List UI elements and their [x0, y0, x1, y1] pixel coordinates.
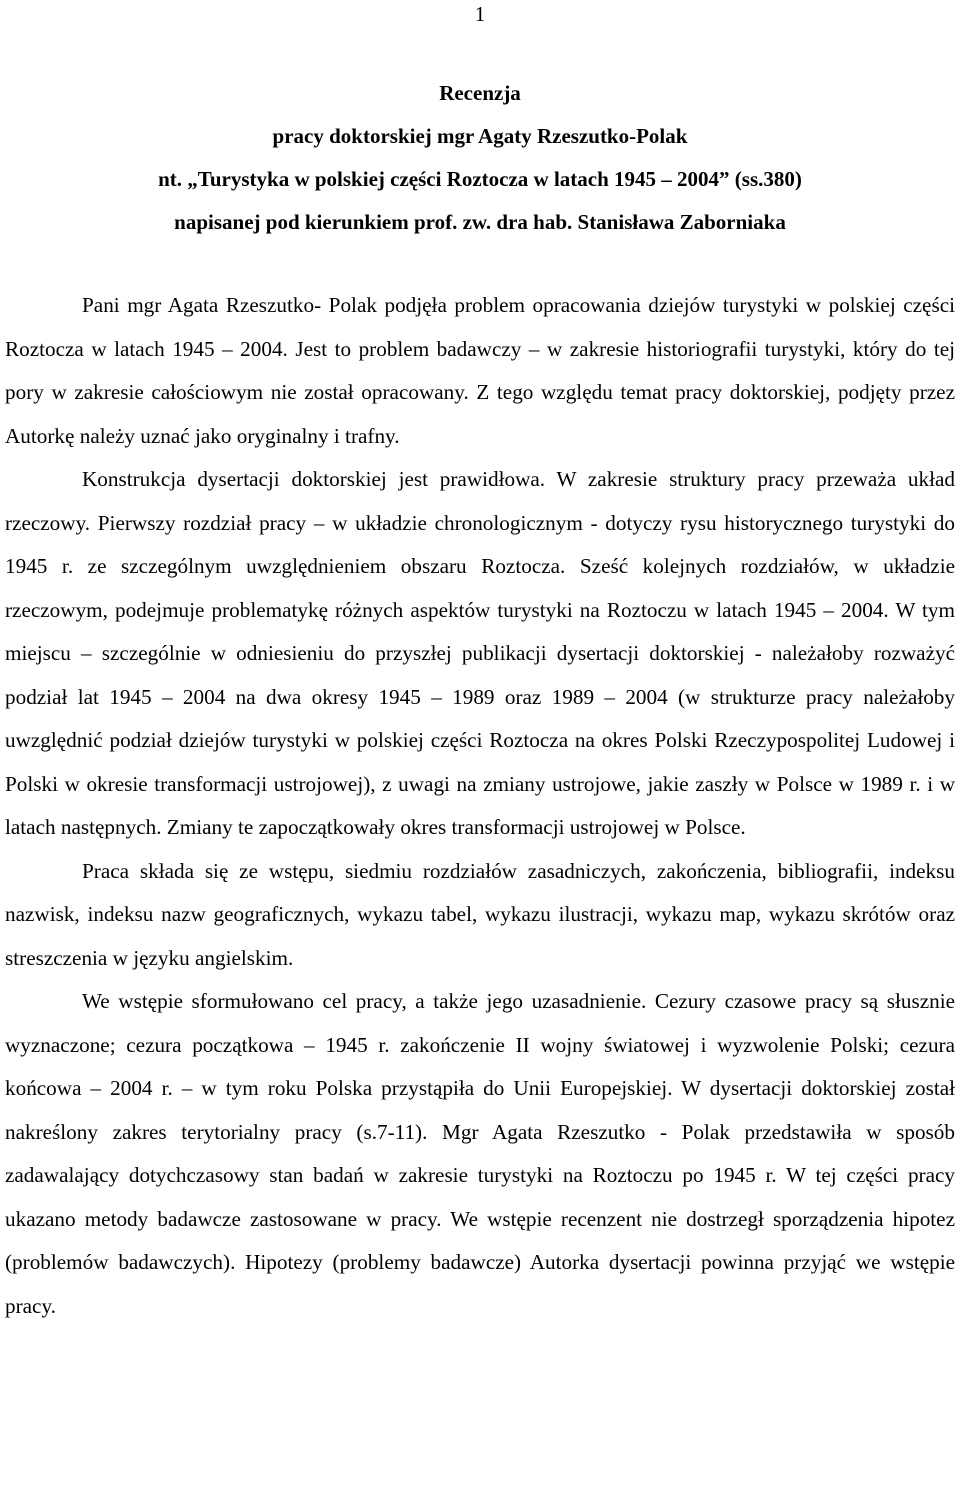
- paragraph-composition: Praca składa się ze wstępu, siedmiu rozdziałów zasadniczych, zakończenia, bibliografii, indeksu nazwisk, indeksu nazw geograficznych, wykazu tabel, wykazu ilustracji, wykazu map, wykazu skrótów oraz streszczenia w języku angielskim.: [5, 858, 955, 970]
- review-body: [5, 284, 955, 1328]
- heading-topic: nt. „Turystyka w polskiej części Roztocza w latach 1945 – 2004” (ss.380): [158, 167, 802, 191]
- review-heading: [0, 72, 960, 244]
- heading-supervisor: napisanej pod kierunkiem prof. zw. dra hab. Stanisława Zaborniaka: [174, 210, 786, 234]
- page-number: 1: [474, 2, 486, 26]
- paragraph-introduction: Pani mgr Agata Rzeszutko- Polak podjęła problem opracowania dziejów turystyki w polskiej części Roztocza w latach 1945 – 2004. Jest to problem badawczy – w zakresie historiografii turystyki, który do tej pory w zakresie całościowym nie został opracowany. Z tego względu temat pracy doktorskiej, podjęty przez Autorkę należy uznać jako oryginalny i trafny.: [5, 293, 955, 448]
- paragraph-preface: We wstępie sformułowano cel pracy, a także jego uzasadnienie. Cezury czasowe pracy są słusznie wyznaczone; cezura początkowa – 1945 r. zakończenie II wojny światowej i wyzwolenie Polski; cezura końcowa – 2004 r. – w tym roku Polska przystąpiła do Unii Europejskiej. W dysertacji doktorskiej został nakreślony zakres terytorialny pracy (s.7-11). Mgr Agata Rzeszutko - Polak przedstawiła w sposób zadawalający dotychczasowy stan badań w zakresie turystyki na Roztoczu po 1945 r. W tej części pracy ukazano metody badawcze zastosowane w pracy. We wstępie recenzent nie dostrzegł sporządzenia hipotez (problemów badawczych). Hipotezy (problemy badawcze) Autorka dysertacji powinna przyjąć we wstępie pracy.: [5, 989, 955, 1318]
- heading-title: Recenzja: [439, 81, 521, 105]
- paragraph-structure: Konstrukcja dysertacji doktorskiej jest prawidłowa. W zakresie struktury pracy przeważa układ rzeczowy. Pierwszy rozdział pracy – w układzie chronologicznym - dotyczy rysu historycznego turystyki do 1945 r. ze szczególnym uwzględnieniem obszaru Roztocza. Sześć kolejnych rozdziałów, w układzie rzeczowym, podejmuje problematykę różnych aspektów turystyki na Roztoczu w latach 1945 – 2004. W tym miejscu – szczególnie w odniesieniu do przyszłej publikacji dysertacji doktorskiej - należałoby rozważyć podział lat 1945 – 2004 na dwa okresy 1945 – 1989 oraz 1989 – 2004 (w strukturze pracy należałoby uwzględnić podział dziejów turystyki w polskiej części Roztocza na okres Polski Rzeczypospolitej Ludowej i Polski w okresie transformacji ustrojowej), z uwagi na zmiany ustrojowe, jakie zaszły w Polsce w 1989 r. i w latach następnych. Zmiany te zapoczątkowały okres transformacji ustrojowej w Polsce.: [5, 467, 955, 839]
- heading-subject: pracy doktorskiej mgr Agaty Rzeszutko-Polak: [272, 124, 688, 148]
